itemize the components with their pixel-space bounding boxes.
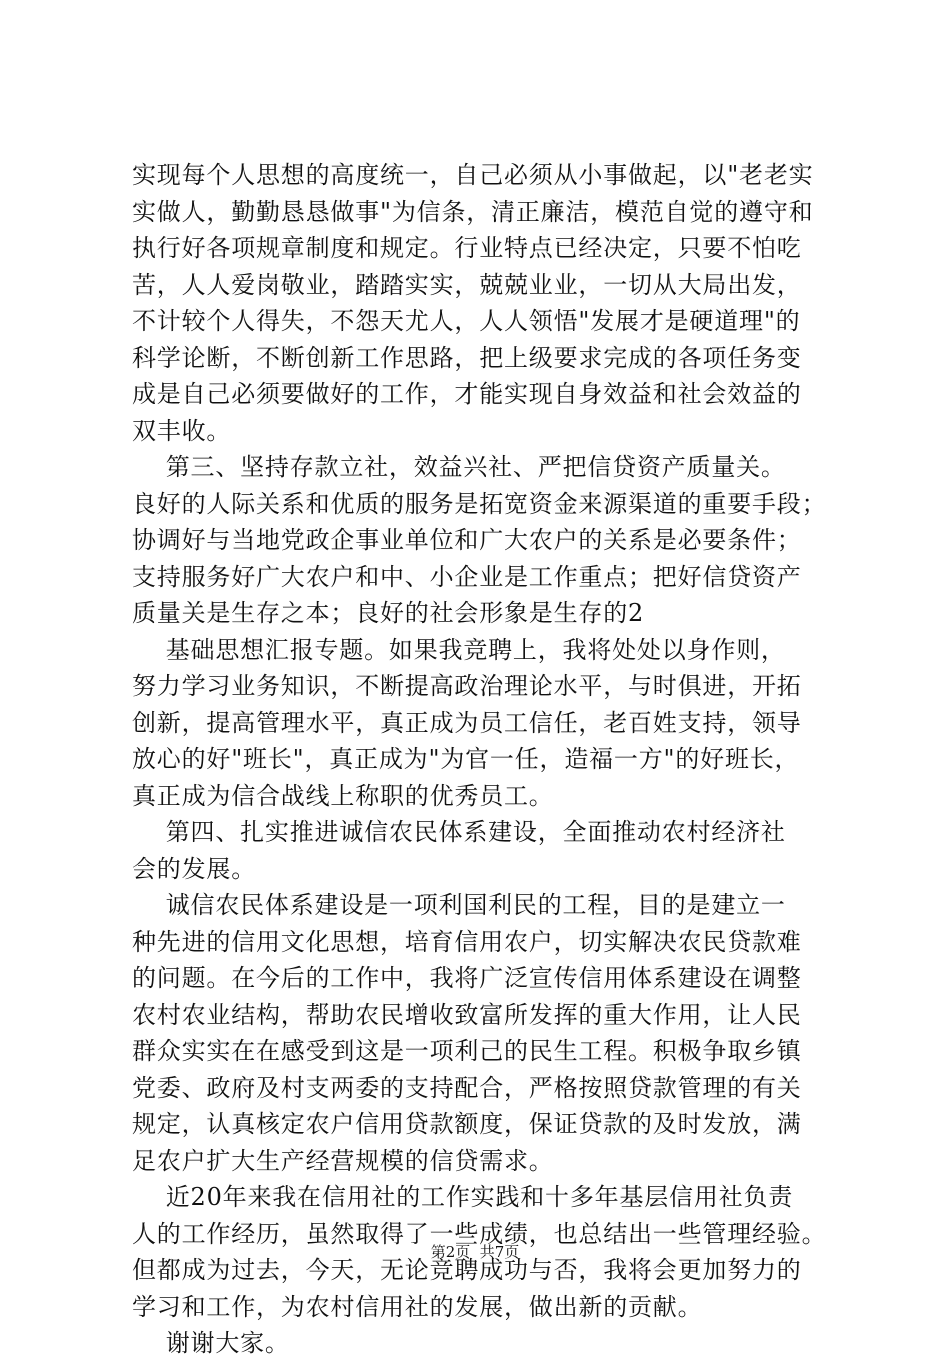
text-line: 第四、扎实推进诚信农民体系建设，全面推动农村经济社 (132, 818, 786, 846)
text-line: 创新，提高管理水平，真正成为员工信任，老百姓支持，领导 (132, 708, 802, 737)
text-line: 成是自己必须要做好的工作，才能实现自身效益和社会效益的 (132, 380, 802, 408)
text-line: 第三、坚持存款立社，效益兴社、严把信贷资产质量关。 (132, 453, 786, 481)
text-line: 实现每个人思想的高度统一，自己必须从小事做起，以"老老实 (132, 161, 814, 189)
text-line: 基础思想汇报专题。如果我竞聘上，我将处处以身作则， (132, 635, 786, 664)
text-line: 会的发展。 (132, 854, 256, 883)
text-line: 执行好各项规章制度和规定。行业特点已经决定，只要不怕吃 (132, 234, 802, 262)
text-line: 规定，认真核定农户信用贷款额度，保证贷款的及时发放，满 (132, 1110, 802, 1138)
text-line: 实做人，勤勤恳恳做事"为信条，清正廉洁，模范自觉的遵守和 (132, 197, 814, 226)
text-line: 良好的人际关系和优质的服务是拓宽资金来源渠道的重要手段； (132, 489, 827, 518)
text-line: 近20年来我在信用社的工作实践和十多年基层信用社负责 (132, 1183, 794, 1211)
text-line: 足农户扩大生产经营规模的信贷需求。 (132, 1146, 554, 1175)
text-line: 双丰收。 (132, 416, 232, 445)
text-line: 但都成为过去，今天，无论竞聘成功与否，我将会更加努力的 (132, 1256, 802, 1284)
text-line: 协调好与当地党政企事业单位和广大农户的关系是必要条件； (132, 526, 802, 554)
text-line: 的问题。在今后的工作中，我将广泛宣传信用体系建设在调整 (132, 964, 802, 992)
text-line: 质量关是生存之本；良好的社会形象是生存的2 (132, 599, 645, 627)
document-body (132, 157, 840, 1362)
text-line: 党委、政府及村支两委的支持配合，严格按照贷款管理的有关 (132, 1073, 802, 1102)
text-line: 人的工作经历，虽然取得了一些成绩，也总结出一些管理经验。 (132, 1219, 827, 1248)
text-line: 放心的好"班长"，真正成为"为官一任，造福一方"的好班长， (132, 745, 800, 773)
text-line: 真正成为信合战线上称职的优秀员工。 (132, 781, 554, 810)
text-line: 科学论断，不断创新工作思路，把上级要求完成的各项任务变 (132, 343, 802, 372)
page-number-footer: 第2页 共7页 (430, 1243, 520, 1261)
text-line: 种先进的信用文化思想，培育信用农户，切实解决农民贷款难 (132, 927, 802, 956)
text-line: 努力学习业务知识，不断提高政治理论水平，与时俱进，开拓 (132, 672, 802, 700)
text-line: 群众实实在在感受到这是一项利己的民生工程。积极争取乡镇 (132, 1037, 802, 1065)
text-line: 不计较个人得失，不怨天尤人，人人领悟"发展才是硬道理"的 (132, 307, 801, 335)
text-line: 谢谢大家。 (132, 1329, 290, 1357)
text-line: 诚信农民体系建设是一项利国利民的工程，目的是建立一 (132, 891, 786, 919)
text-line: 支持服务好广大农户和中、小企业是工作重点；把好信贷资产 (132, 562, 802, 591)
text-line: 农村农业结构，帮助农民增收致富所发挥的重大作用，让人民 (132, 1000, 802, 1029)
text-line: 学习和工作，为农村信用社的发展，做出新的贡献。 (132, 1292, 703, 1321)
text-line: 苦，人人爱岗敬业，踏踏实实，兢兢业业，一切从大局出发， (132, 270, 802, 299)
